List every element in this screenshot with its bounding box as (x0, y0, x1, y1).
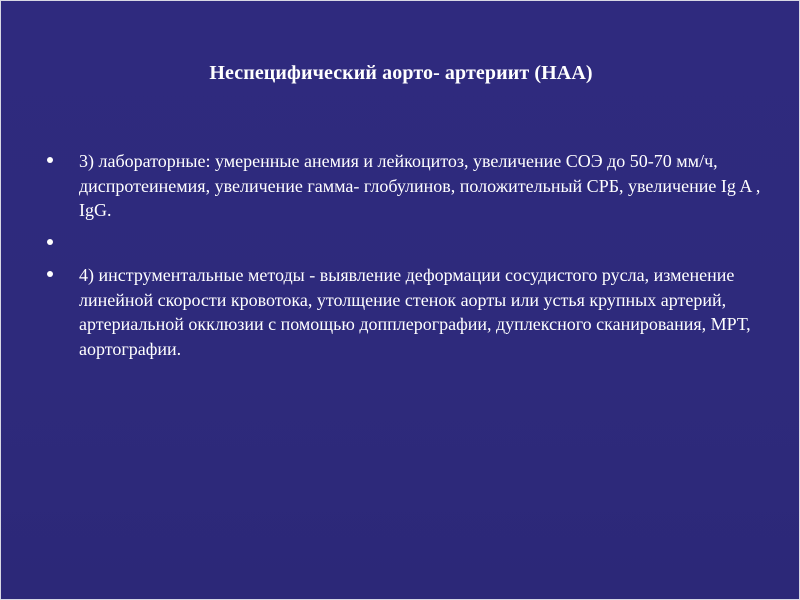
bullet-item-empty (47, 231, 767, 256)
bullet-dot-icon (47, 271, 53, 277)
bullet-list (47, 149, 767, 369)
bullet-dot-icon (47, 239, 53, 245)
bullet-text: 3) лабораторные: умеренные анемия и лейкоцитоз, увеличение СОЭ до 50-70 мм/ч, диспротеинемия, увеличение гамма- глобулинов, положительный СРБ, увеличение Ig A , IgG. (79, 151, 761, 220)
bullet-text: 4) инструментальные методы - выявление деформации сосудистого русла, изменение линейной скорости кровотока, утолщение стенок аорты или устья крупных артерий, артериальной окклюзии с помощью допплерографии, дуплексного сканирования, МРТ, аортографии. (79, 265, 751, 359)
bullet-dot-icon (47, 157, 53, 163)
bullet-item-instrumental (47, 263, 767, 361)
slide-title: Неспецифический аорто- артериит (НАА) (209, 62, 593, 84)
bullet-item-lab (47, 149, 767, 223)
